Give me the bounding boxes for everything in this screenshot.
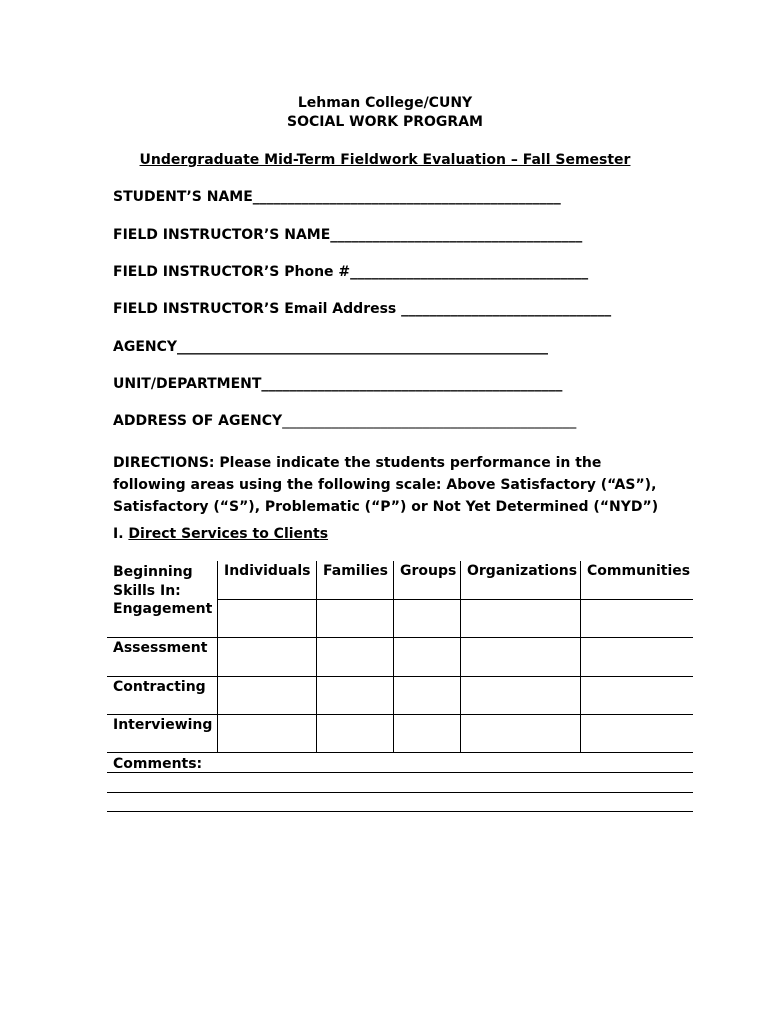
row-label-contracting: Contracting (113, 679, 206, 695)
row-label-interviewing: Interviewing (113, 717, 213, 733)
agency-field[interactable] (113, 339, 548, 355)
comments-line[interactable] (107, 811, 693, 812)
institution-name: Lehman College/CUNY (297, 95, 473, 111)
field-instructor-name-label: FIELD INSTRUCTOR’S NAME (113, 227, 331, 243)
section-title: Direct Services to Clients (128, 526, 329, 542)
row-label-assessment: Assessment (113, 640, 208, 656)
comments-line[interactable] (107, 772, 693, 773)
student-name-label: STUDENT’S NAME (113, 189, 253, 205)
agency-blank[interactable]: _____________________________________________________ (177, 339, 549, 355)
student-name-field[interactable] (113, 189, 561, 205)
unit-department-field[interactable] (113, 376, 562, 392)
section-number: I. (113, 526, 124, 542)
field-instructor-email-blank[interactable]: ______________________________ (396, 301, 612, 317)
column-header-organizations: Organizations (467, 563, 578, 579)
field-instructor-name-field[interactable] (113, 227, 582, 243)
individuals-cells[interactable] (218, 600, 316, 752)
column-header-groups: Groups (400, 563, 457, 579)
column-header-communities: Communities (587, 563, 691, 579)
table-corner-header (113, 563, 193, 601)
agency-address-label: ADDRESS OF AGENCY (113, 413, 283, 429)
corner-label-line1: Beginning (113, 564, 193, 580)
organizations-cells[interactable] (461, 600, 580, 752)
field-instructor-name-blank[interactable]: ____________________________________ (330, 227, 583, 243)
field-instructor-email-field[interactable] (113, 301, 611, 317)
student-name-blank[interactable]: ____________________________________________ (252, 189, 561, 205)
section-heading (113, 526, 328, 542)
unit-department-blank[interactable]: ___________________________________________ (261, 376, 563, 392)
corner-label-line2: Skills In: (113, 583, 181, 599)
families-cells[interactable] (317, 600, 393, 752)
table-hline (107, 752, 693, 753)
column-header-individuals: Individuals (224, 563, 311, 579)
groups-cells[interactable] (394, 600, 460, 752)
field-instructor-phone-field[interactable] (113, 264, 588, 280)
agency-address-blank[interactable]: __________________________________________ (282, 413, 577, 429)
field-instructor-phone-blank[interactable]: __________________________________ (350, 264, 589, 280)
field-instructor-phone-label: FIELD INSTRUCTOR’S Phone # (113, 264, 351, 280)
comments-line[interactable] (107, 792, 693, 793)
form-title: Undergraduate Mid-Term Fieldwork Evaluation – Fall Semester (139, 152, 631, 168)
agency-address-field[interactable] (113, 413, 576, 429)
communities-cells[interactable] (581, 600, 693, 752)
directions-text: DIRECTIONS: Please indicate the students performance in the following areas using the following scale: Above Satisfactory (“AS”), Satisfactory (“S”), Problematic (“P”) or Not Yet Determined (“NYD”) (113, 455, 659, 515)
comments-label: Comments: (113, 756, 203, 772)
program-name: SOCIAL WORK PROGRAM (287, 114, 483, 130)
column-header-families: Families (323, 563, 389, 579)
agency-label: AGENCY (113, 339, 178, 355)
row-label-engagement: Engagement (113, 601, 213, 617)
field-instructor-email-label: FIELD INSTRUCTOR’S Email Address (113, 301, 397, 317)
unit-department-label: UNIT/DEPARTMENT (113, 376, 262, 392)
